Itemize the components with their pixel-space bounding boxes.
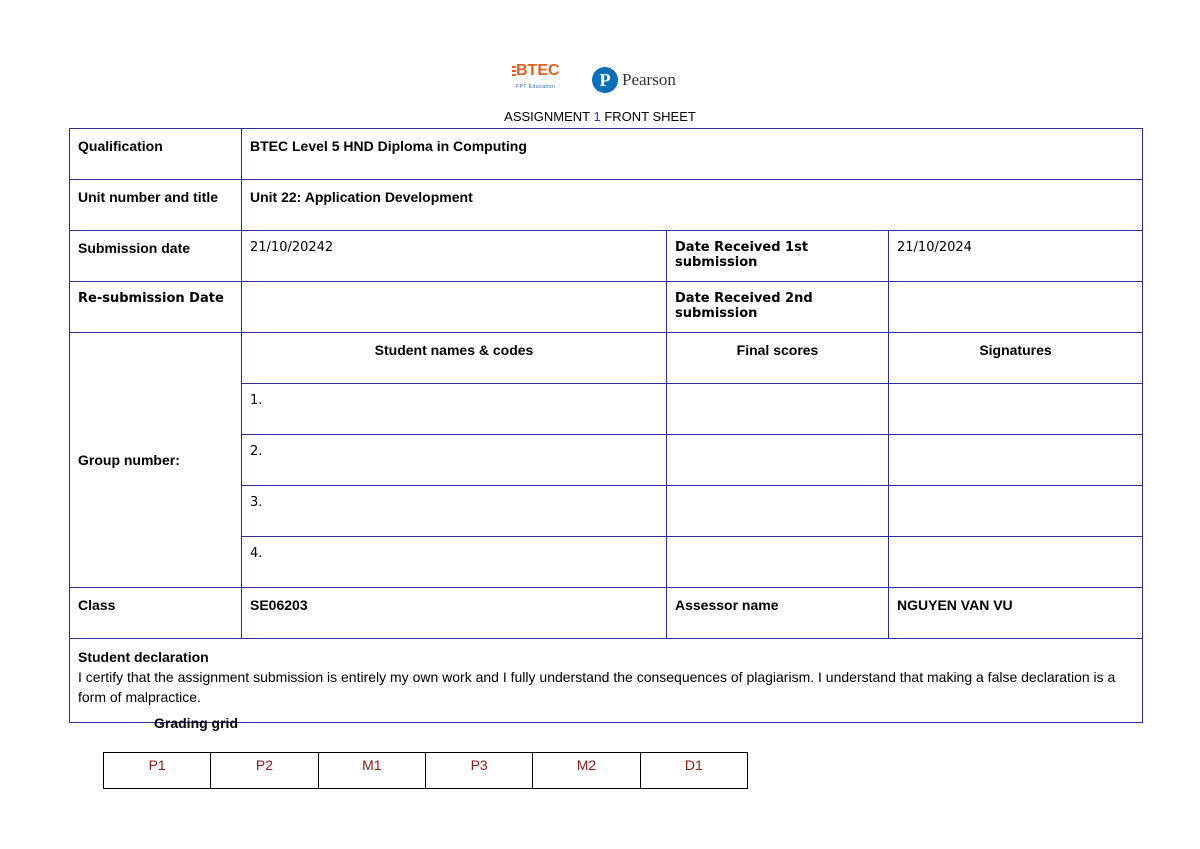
student-signature-cell bbox=[889, 486, 1143, 537]
resubmission-label: Re-submission Date bbox=[70, 282, 242, 333]
student-name-cell: 1. bbox=[242, 384, 667, 435]
declaration-title: Student declaration bbox=[78, 649, 209, 665]
grading-row bbox=[104, 753, 748, 789]
grade-cell: P1 bbox=[104, 753, 211, 789]
declaration-text: I certify that the assignment submission is entirely my own work and I fully understand the consequences of plagiarism. I understand that making a false declaration is a form of malpractice. bbox=[78, 669, 1116, 705]
header-logos bbox=[512, 60, 692, 100]
grade-cell: P2 bbox=[211, 753, 318, 789]
student-declaration bbox=[70, 639, 1143, 723]
column-student-names: Student names & codes bbox=[242, 333, 667, 384]
title-prefix: ASSIGNMENT bbox=[504, 109, 594, 124]
group-number-label: Group number: bbox=[70, 333, 242, 588]
student-score-cell bbox=[667, 384, 889, 435]
student-name-cell: 2. bbox=[242, 435, 667, 486]
class-label: Class bbox=[70, 588, 242, 639]
btec-logo-text: BTEC bbox=[516, 62, 560, 79]
pearson-logo bbox=[592, 64, 676, 96]
pearson-mark-icon: P bbox=[592, 67, 618, 93]
received-2nd-label: Date Received 2nd submission bbox=[667, 282, 889, 333]
student-name-cell: 3. bbox=[242, 486, 667, 537]
qualification-value: BTEC Level 5 HND Diploma in Computing bbox=[242, 129, 1143, 180]
pearson-logo-text: Pearson bbox=[622, 70, 676, 89]
grade-cell: P3 bbox=[425, 753, 532, 789]
student-score-cell bbox=[667, 537, 889, 588]
resubmission-row bbox=[70, 282, 1143, 333]
qualification-row bbox=[70, 129, 1143, 180]
group-header-row bbox=[70, 333, 1143, 384]
student-signature-cell bbox=[889, 384, 1143, 435]
student-signature-cell bbox=[889, 435, 1143, 486]
student-signature-cell bbox=[889, 537, 1143, 588]
submission-date-label: Submission date bbox=[70, 231, 242, 282]
resubmission-value bbox=[242, 282, 667, 333]
received-2nd-value bbox=[889, 282, 1143, 333]
title-suffix: FRONT SHEET bbox=[600, 109, 696, 124]
unit-row bbox=[70, 180, 1143, 231]
unit-value: Unit 22: Application Development bbox=[242, 180, 1143, 231]
grade-cell: M2 bbox=[533, 753, 640, 789]
student-score-cell bbox=[667, 486, 889, 537]
grading-grid bbox=[103, 752, 748, 789]
class-row bbox=[70, 588, 1143, 639]
page-title bbox=[0, 109, 1200, 124]
grade-cell: M1 bbox=[318, 753, 425, 789]
column-final-scores: Final scores bbox=[667, 333, 889, 384]
grading-grid-title: Grading grid bbox=[154, 715, 238, 731]
submission-date-value: 21/10/20242 bbox=[242, 231, 667, 282]
btec-logo bbox=[512, 62, 582, 98]
assessor-value: NGUYEN VAN VU bbox=[889, 588, 1143, 639]
assessor-label: Assessor name bbox=[667, 588, 889, 639]
received-1st-value: 21/10/2024 bbox=[889, 231, 1143, 282]
qualification-label: Qualification bbox=[70, 129, 242, 180]
column-signatures: Signatures bbox=[889, 333, 1143, 384]
student-name-cell: 4. bbox=[242, 537, 667, 588]
front-sheet-table bbox=[69, 128, 1143, 723]
received-1st-label: Date Received 1st submission bbox=[667, 231, 889, 282]
assignment-number: 1 bbox=[593, 109, 601, 124]
class-value: SE06203 bbox=[242, 588, 667, 639]
grade-cell: D1 bbox=[640, 753, 747, 789]
unit-label: Unit number and title bbox=[70, 180, 242, 231]
student-score-cell bbox=[667, 435, 889, 486]
declaration-row bbox=[70, 639, 1143, 723]
submission-row bbox=[70, 231, 1143, 282]
btec-logo-subtext: FPT Education bbox=[516, 84, 556, 90]
